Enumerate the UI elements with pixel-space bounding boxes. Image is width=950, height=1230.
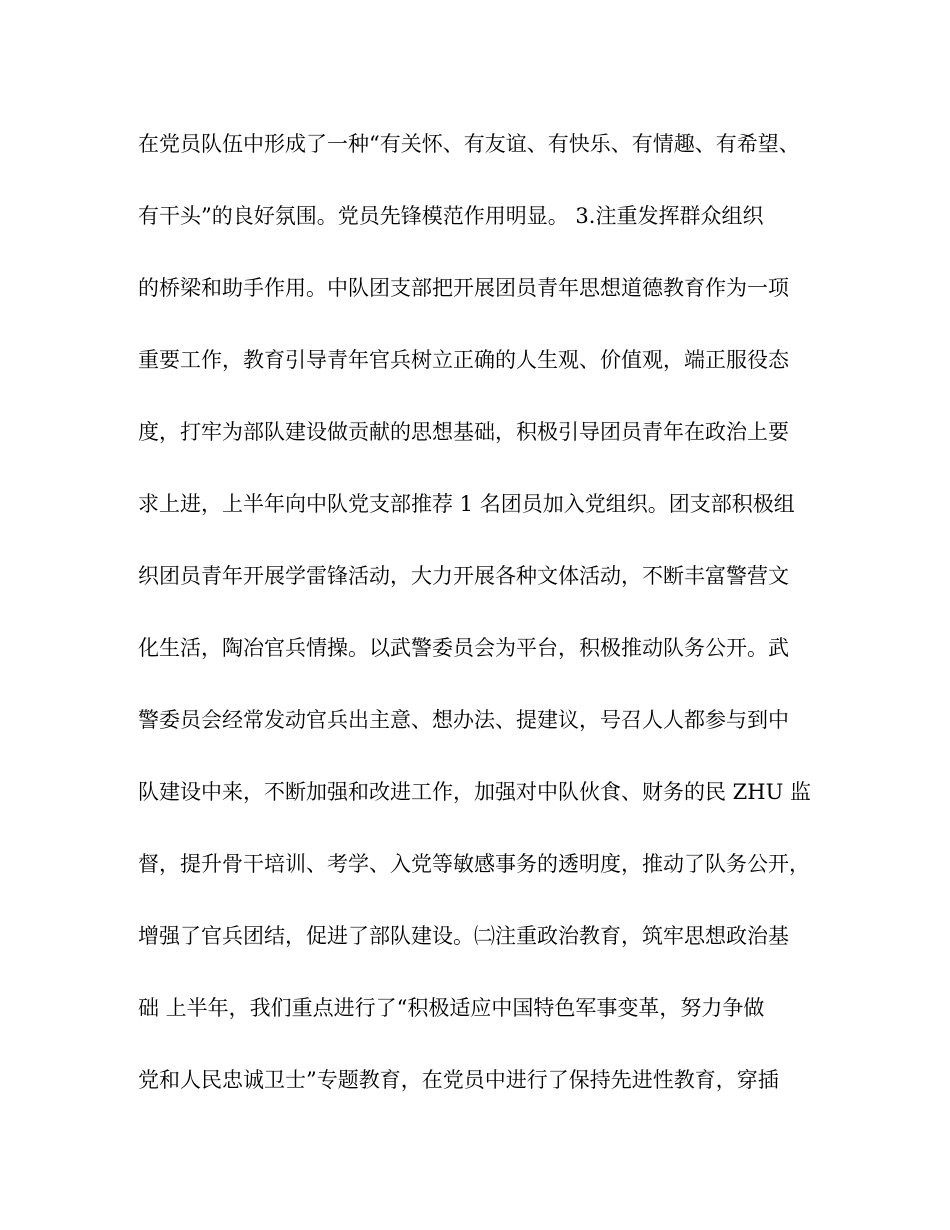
paragraph-line-4: 重要工作，教育引导青年官兵树立正确的人生观、价值观，端正服役态: [138, 348, 789, 372]
paragraph-line-7: 织团员青年开展学雷锋活动，大力开展各种文体活动，不断丰富警营文: [138, 564, 789, 588]
paragraph-line-14: 党和人民忠诚卫士”专题教育，在党员中进行了保持先进性教育，穿插: [138, 1068, 779, 1092]
paragraph-line-9: 警委员会经常发动官兵出主意、想办法、提建议，号召人人都参与到中: [138, 708, 789, 732]
paragraph-line-11: 督，提升骨干培训、考学、入党等敏感事务的透明度，推动了队务公开，: [138, 852, 810, 876]
paragraph-line-10: 队建设中来，不断加强和改进工作，加强对中队伙食、财务的民 ZHU 监: [138, 780, 811, 804]
paragraph-line-13: 础 上半年，我们重点进行了“积极适应中国特色军事变革，努力争做: [138, 996, 765, 1020]
paragraph-line-6: 求上进，上半年向中队党支部推荐 1 名团员加入党组织。团支部积极组: [138, 492, 795, 516]
paragraph-line-2: 有干头”的良好氛围。党员先锋模范作用明显。 3.注重发挥群众组织: [138, 204, 764, 228]
paragraph-line-8: 化生活，陶冶官兵情操。以武警委员会为平台，积极推动队务公开。武: [138, 636, 789, 660]
paragraph-line-5: 度，打牢为部队建设做贡献的思想基础，积极引导团员青年在政治上要: [138, 420, 789, 444]
paragraph-line-3: 的桥梁和助手作用。中队团支部把开展团员青年思想道德教育作为一项: [138, 276, 789, 300]
paragraph-line-1: 在党员队伍中形成了一种“有关怀、有友谊、有快乐、有情趣、有希望、: [138, 132, 800, 156]
paragraph-line-12: 增强了官兵团结，促进了部队建设。㈡注重政治教育，筑牢思想政治基: [138, 924, 789, 948]
